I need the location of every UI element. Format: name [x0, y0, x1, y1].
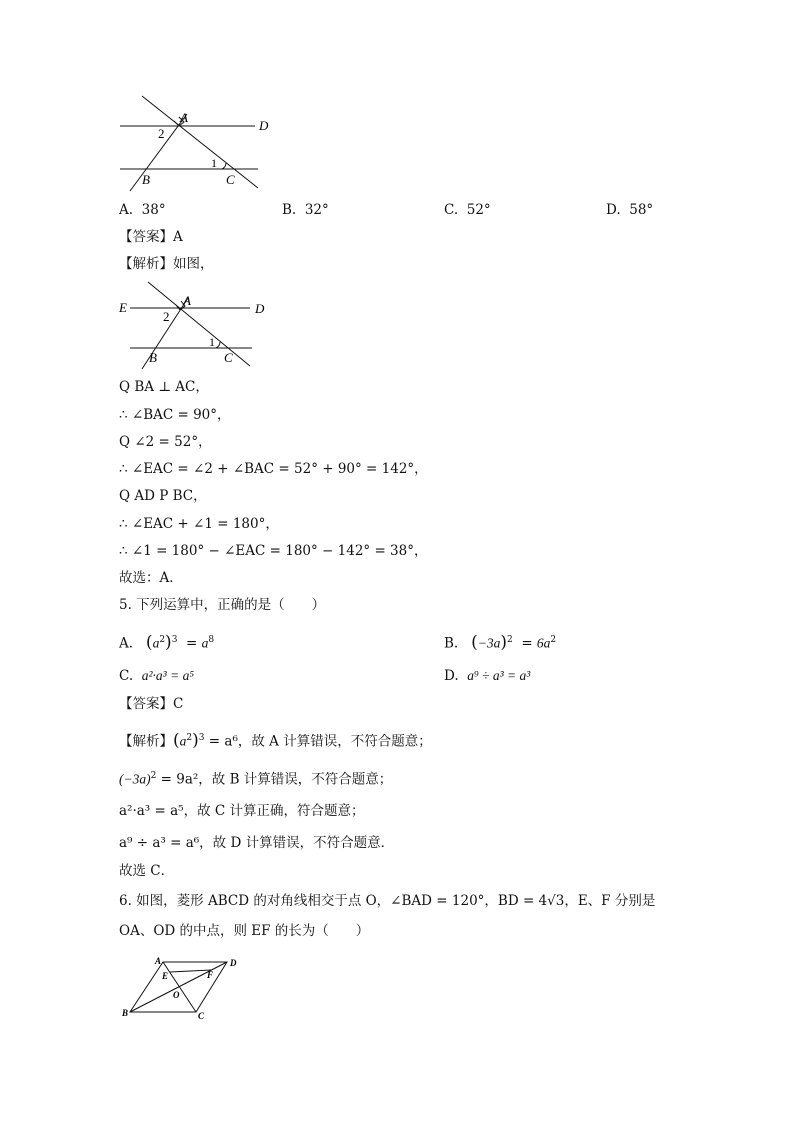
fig1-label-B: B: [142, 172, 150, 187]
fig1-label-D: D: [259, 118, 269, 133]
q4-step-6: ∴ ∠EAC + ∠1 = 180°，: [119, 516, 279, 532]
q5-analysis-line-2: $(-3a)^2 = 9a^2$，故 B 计算错误，不符合题意；: [119, 771, 393, 788]
q5-stem: 5. 下列运算中，正确的是（ ）: [119, 597, 326, 613]
q4-analysis-head: 【解析】如图，: [119, 256, 214, 272]
fig1-label-C: C: [226, 172, 235, 187]
q4-step-5: Q AD P BC，: [119, 488, 207, 504]
q4-step-7: ∴ ∠1 = 180° − ∠EAC = 180° − 142° = 38°，: [119, 543, 428, 559]
fig2-label-2: 2: [163, 309, 170, 324]
q4-step-8: 故选：A．: [119, 570, 183, 586]
q5-option-d: D. a⁹ ÷ a³ = a³: [444, 668, 531, 684]
fig2-label-B: B: [149, 350, 157, 365]
rhombus-ABCD: [130, 962, 227, 1012]
angle-1-arc-2: [216, 342, 220, 348]
fig3-label-C: C: [198, 1011, 205, 1021]
fig2-label-E: E: [119, 300, 127, 315]
transversal-AC: [142, 96, 258, 188]
q6-stem-line-1: 6. 如图，菱形 ABCD 的对角线相交于点 O，∠BAD = 120°，BD = 4√3，E、F 分别是: [119, 893, 656, 909]
fig2-label-C: C: [224, 350, 233, 365]
q4-step-2: ∴ ∠BAC = 90°，: [119, 407, 231, 423]
q6-stem-line-2: OA、OD 的中点，则 EF 的长为（ ）: [119, 923, 370, 939]
q5-answer: 【答案】C: [119, 696, 184, 712]
q4-answer: 【答案】A: [119, 229, 183, 245]
transversal-AC-2: [148, 282, 250, 366]
q4-option-c: C. 52°: [444, 202, 491, 218]
diagonal-AC: [163, 962, 196, 1012]
q5-analysis-line-4: a⁹ ÷ a³ = a⁶，故 D 计算错误，不符合题意．: [119, 835, 395, 851]
angle-1-arc: [222, 163, 226, 169]
q4-step-1: Q BA ⊥ AC，: [119, 379, 209, 395]
transversal-AB: [130, 114, 187, 191]
right-angle-mark-2: [176, 301, 185, 310]
diagonal-BD: [130, 962, 227, 1012]
fig3-label-D: D: [230, 958, 237, 968]
fig1-label-1: 1: [211, 156, 217, 170]
fig2-label-D: D: [255, 301, 265, 316]
q5-analysis-line-1: 【解析】$(a^2)^3 = a^6$，故 A 计算错误，不符合题意；: [119, 730, 432, 751]
q5-option-c: C. a²·a³ = a⁵: [119, 668, 195, 684]
q5-option-a: A. $(a^2)^3 = a^8$: [119, 632, 215, 653]
fig1-label-2: 2: [158, 126, 165, 141]
q4-option-b: B. 32°: [282, 202, 329, 218]
q4-step-3: Q ∠2 = 52°，: [119, 434, 212, 450]
fig2-label-A: A: [183, 293, 191, 308]
fig3-label-B: B: [122, 1008, 129, 1018]
fig3-label-A: A: [155, 956, 162, 966]
segment-EF: [170, 970, 211, 972]
q5-analysis-line-3: a²·a³ = a⁵，故 C 计算正确，符合题意；: [119, 803, 365, 819]
fig3-label-E: E: [162, 971, 169, 981]
q4-option-d: D. 58°: [606, 202, 654, 218]
fig3-label-F: F: [207, 970, 214, 980]
transversal-AB-2: [142, 298, 188, 369]
q4-option-a: A. 38°: [119, 202, 166, 218]
right-angle-mark: [174, 117, 184, 126]
q5-conclusion: 故选 C．: [119, 863, 175, 879]
fig3-label-O: O: [173, 990, 180, 1000]
q5-option-b: B. $(-3a)^2 = 6a^2$: [444, 632, 557, 653]
q4-step-4: ∴ ∠EAC = ∠2 + ∠BAC = 52° + 90° = 142°，: [119, 461, 428, 477]
fig1-label-A: A: [180, 110, 188, 125]
fig2-label-1: 1: [209, 335, 215, 349]
